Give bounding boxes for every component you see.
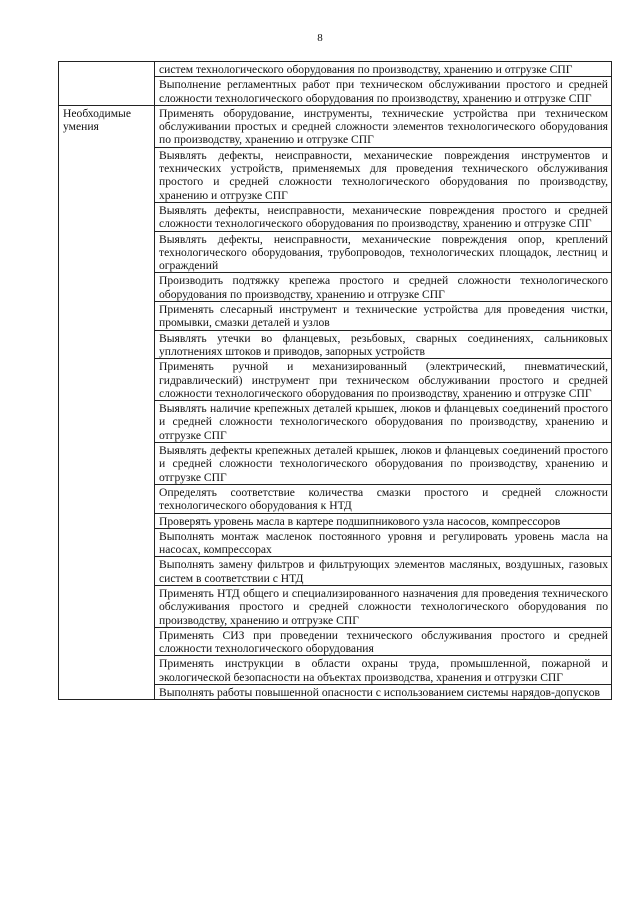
requirement-text: Применять оборудование, инструменты, технические устройства при техническом обслуживании простых и средней сложности элементов технологического оборудования по производству, хранению и отгрузке СПГ [155, 105, 612, 147]
requirement-text: Выявлять дефекты, неисправности, механические повреждения инструментов и технических устройств, применяемых для проведения технического обслуживания простого и средней сложности технологического оборудования по производству, хранению и отгрузке СПГ [155, 147, 612, 202]
work-action-row [59, 62, 612, 77]
skill-row [59, 105, 612, 147]
requirement-text: Производить подтяжку крепежа простого и средней сложности технологического оборудования по производству, хранению и отгрузке СПГ [155, 273, 612, 302]
competency-table [58, 61, 612, 700]
section-label [59, 62, 155, 106]
requirement-text: Применять СИЗ при проведении технического обслуживания простого и средней сложности технологического оборудования [155, 627, 612, 656]
requirement-text: Проверять уровень масла в картере подшипникового узла насосов, компрессоров [155, 513, 612, 528]
requirement-text: Выявлять наличие крепежных деталей крышек, люков и фланцевых соединений простого и средней сложности технологического оборудования по производству, хранению и отгрузке СПГ [155, 401, 612, 443]
requirement-text: Выявлять утечки во фланцевых, резьбовых, сварных соединениях, сальниковых уплотнениях штоков и приводов, запорных устройств [155, 330, 612, 359]
requirement-text: Выявлять дефекты крепежных деталей крышек, люков и фланцевых соединений простого и средней сложности технологического оборудования по производству, хранению и отгрузке СПГ [155, 443, 612, 485]
requirement-text: Выявлять дефекты, неисправности, механические повреждения опор, креплений технологического оборудования, трубопроводов, технологических площадок, лестниц и ограждений [155, 231, 612, 273]
requirement-text: Применять ручной и механизированный (электрический, пневматический, гидравлический) инструмент при техническом обслуживании простого и средней сложности технологического оборудования по производству, хранению и отгрузке СПГ [155, 359, 612, 401]
requirement-text: Применять НТД общего и специализированного назначения для проведения технического обслуживания простого и средней сложности технологического оборудования по производству, хранению и отгрузке СПГ [155, 585, 612, 627]
requirement-text: Выполнение регламентных работ при техническом обслуживании простого и средней сложности технологического оборудования по производству, хранению и отгрузке СПГ [155, 77, 612, 106]
requirement-text: Выполнять замену фильтров и фильтрующих элементов масляных, воздушных, газовых систем в соответствии с НТД [155, 557, 612, 586]
section-label: Необходимые умения [59, 105, 155, 699]
requirement-text: Выполнять монтаж масленок постоянного уровня и регулировать уровень масла на насосах, компрессорах [155, 528, 612, 557]
requirement-text: Выполнять работы повышенной опасности с использованием системы нарядов-допусков [155, 685, 612, 700]
table-body [59, 62, 612, 700]
requirement-text: Выявлять дефекты, неисправности, механические повреждения простого и средней сложности технологического оборудования по производству, хранению и отгрузке СПГ [155, 202, 612, 231]
requirement-text: Определять соответствие количества смазки простого и средней сложности технологического оборудования к НТД [155, 484, 612, 513]
requirement-text: систем технологического оборудования по производству, хранению и отгрузке СПГ [155, 62, 612, 77]
requirement-text: Применять слесарный инструмент и технические устройства для проведения чистки, промывки, смазки деталей и узлов [155, 302, 612, 331]
page-number: 8 [317, 32, 323, 44]
requirement-text: Применять инструкции в области охраны труда, промышленной, пожарной и экологической безопасности на объектах производства, хранения и отгрузки СПГ [155, 656, 612, 685]
